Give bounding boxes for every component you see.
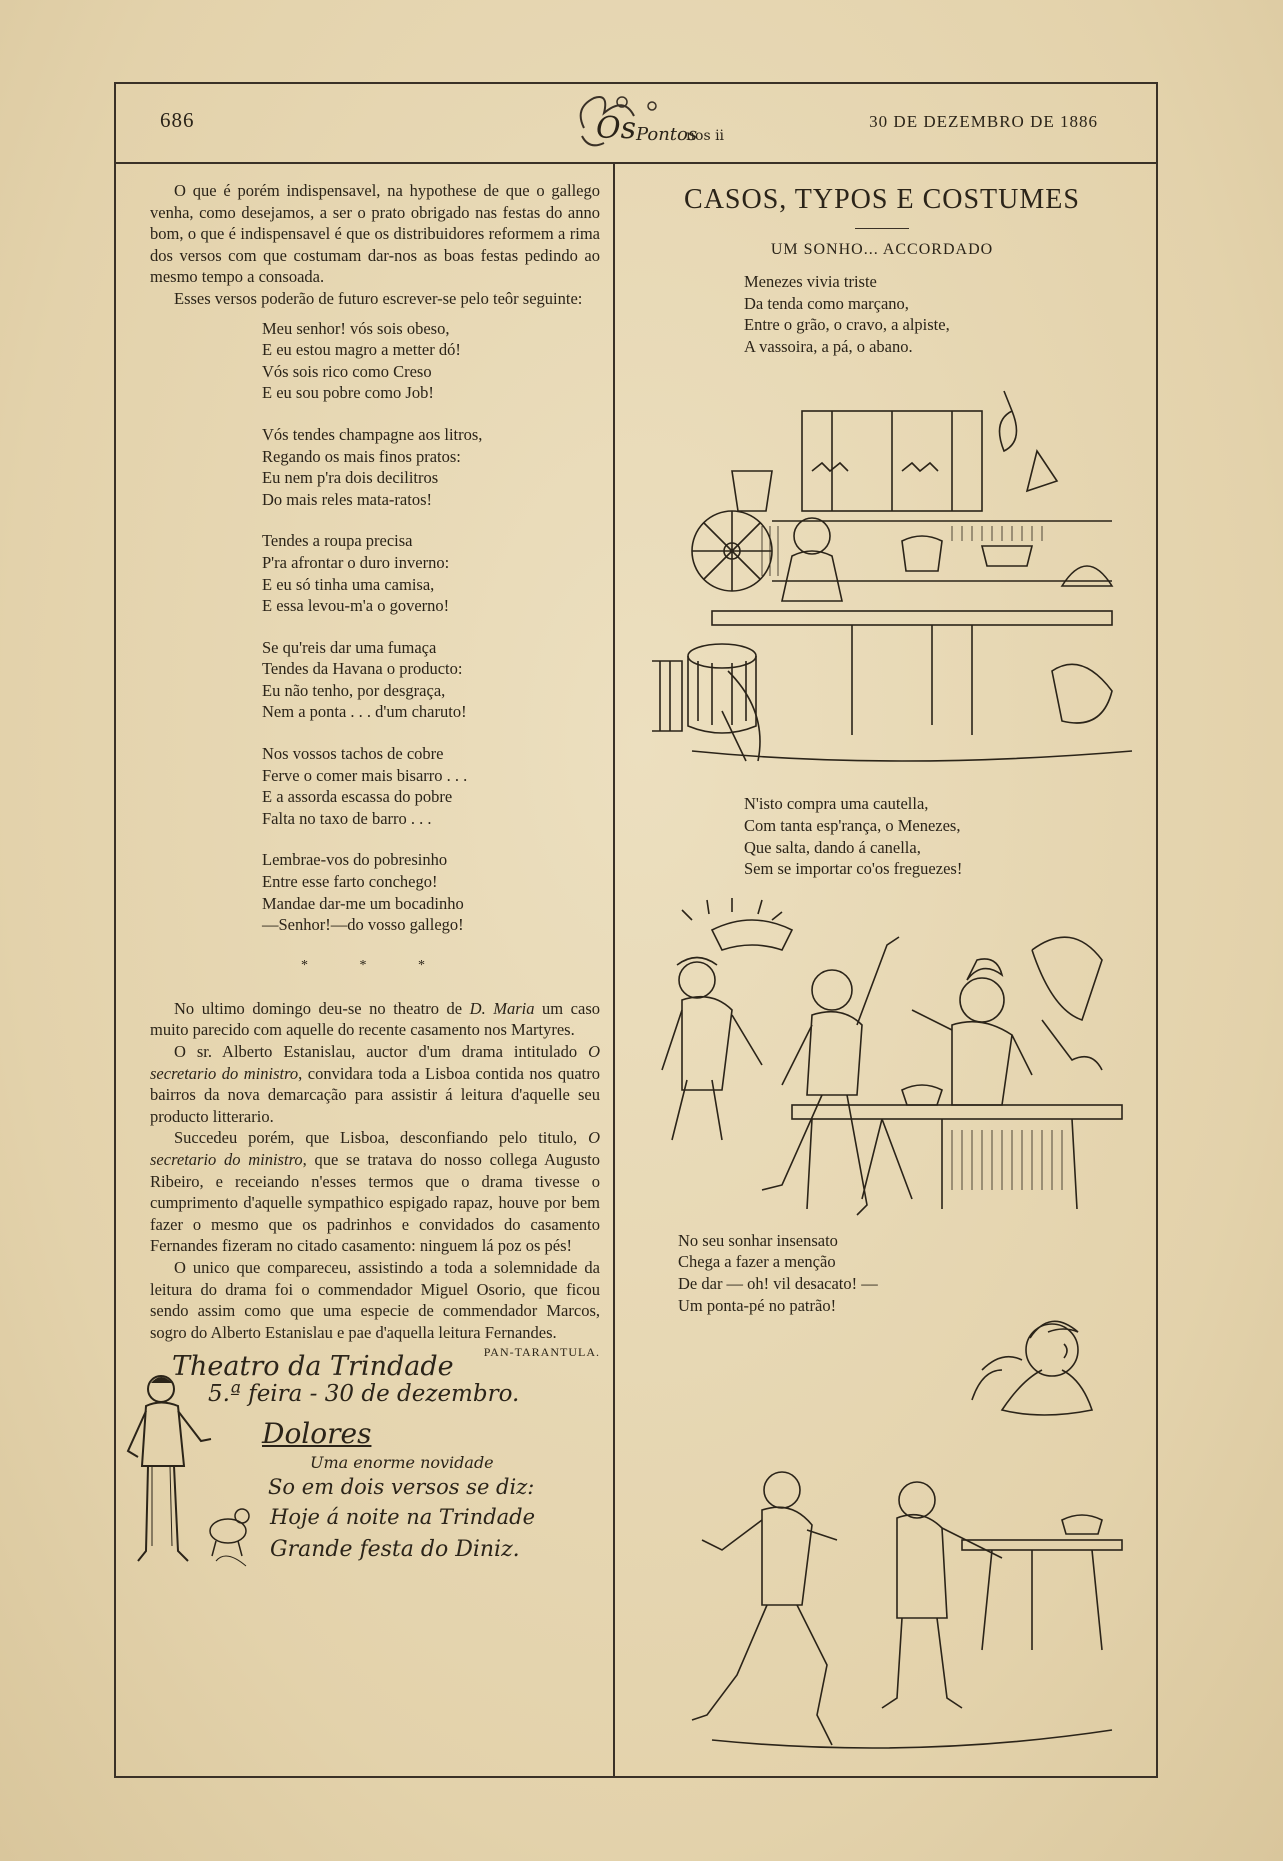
poem-stanza	[262, 637, 600, 723]
verse-line: Um ponta-pé no patrão!	[678, 1295, 837, 1315]
verse-line: Com tanta esp'rança, o Menezes,	[744, 815, 961, 835]
svg-text:Os: Os	[596, 111, 636, 146]
poem-line: E eu só tinha uma camisa,	[262, 574, 435, 594]
verse-line: N'isto compra uma cautella,	[744, 794, 929, 814]
page-header	[114, 82, 1158, 164]
handwritten-line: Uma enorme novidade	[310, 1453, 494, 1473]
poem-line: Lembrae-vos do pobresinho	[262, 850, 448, 870]
verse-stanza	[744, 271, 1132, 357]
poem-stanza	[262, 424, 600, 510]
page-number: 686	[160, 108, 195, 132]
verse-line: Menezes vivia triste	[744, 272, 877, 291]
article-paragraph: Succedeu porém, que Lisboa, desconfiando pelo titulo, O secretario do ministro, que se tratava do nosso collega Augusto Ribeiro, e receiando n'esses termos que o drama tivesse o cumprimento d'aquelle sympathico espigado rapaz, houve por bem fazer o mesmo que os padrinhos e convidados do casamento Fernandes fizeram no citado casamento: ninguem lá poz os pés!	[150, 1128, 600, 1256]
verse-line: Chega a fazer a menção	[678, 1252, 836, 1272]
poem-line: —Senhor!—do vosso gallego!	[262, 915, 464, 935]
intro-paragraph: Esses versos poderão de futuro escrever-se pelo teôr seguinte:	[174, 288, 583, 308]
verse-line: No seu sonhar insensato	[678, 1230, 838, 1250]
poem-line: E eu estou magro a metter dó!	[262, 340, 461, 360]
verse-line: De dar — oh! vil desacato! —	[678, 1273, 878, 1293]
handwritten-line: Theatro da Trindade	[172, 1351, 454, 1383]
article-paragraph: O unico que compareceu, assistindo a toda a solemnidade da leitura do drama foi o commendador Miguel Osorio, que ficou sendo assim como que uma especie de commendador Marcos, sogro do Alberto Estanislau e pae d'aquella leitura Fernandes.	[150, 1257, 600, 1342]
poem-line: Se qu'reis dar uma fumaça	[262, 637, 437, 657]
poem-line: E essa levou-m'a o governo!	[262, 596, 450, 616]
intro-paragraph: O que é porém indispensavel, na hypothese de que o gallego venha, como desejamos, a ser o prato obrigado nas festas do anno bom, o que é indispensavel é que os distribuidores reformem a rima dos versos com que costumam dar-nos as boas festas pedindo ao mesmo tempo a consoada.	[150, 181, 600, 287]
handwritten-line: So em dois versos se diz:	[268, 1475, 535, 1500]
kick-illustration	[692, 1460, 1132, 1760]
poem-line: Falta no taxo de barro . . .	[262, 808, 432, 828]
handwritten-line: Dolores	[262, 1417, 372, 1451]
poem-line: Nos vossos tachos de cobre	[262, 744, 444, 764]
poem-line: E a assorda escassa do pobre	[262, 787, 453, 807]
poem-line: Nem a ponta . . . d'um charuto!	[262, 702, 467, 722]
section-title: CASOS, TYPOS E COSTUMES	[684, 184, 1080, 215]
poem-line: Tendes da Havana o producto:	[262, 659, 463, 679]
verse-line: Entre o grão, o cravo, a alpiste,	[744, 315, 950, 335]
poem-stanza	[262, 318, 600, 404]
left-column	[150, 180, 600, 1591]
menezes-jumping-illustration	[652, 890, 1132, 1220]
author-signature: PAN-TARANTULA.	[483, 1345, 600, 1360]
poem-line: Vós tendes champagne aos litros,	[262, 424, 483, 444]
verse-stanza	[678, 1230, 1132, 1316]
section-separator: * * *	[301, 957, 449, 973]
poem-line: Entre esse farto conchego!	[262, 872, 438, 892]
verse-line: Sem se importar co'os freguezes!	[744, 859, 963, 879]
poem-line: Mandae dar-me um bocadinho	[262, 893, 464, 913]
shop-counter-illustration	[652, 371, 1132, 781]
poem-line: Vós sois rico como Creso	[262, 361, 432, 381]
title-rule	[855, 228, 909, 229]
article-paragraph: No ultimo domingo deu-se no theatro de D. Maria um caso muito parecido com aquelle do recente casamento nos Martyres.	[150, 998, 601, 1040]
poem-stanza	[262, 743, 600, 829]
poem-line: Regando os mais finos pratos:	[262, 446, 461, 466]
dreaming-head-illustration	[972, 1310, 1112, 1430]
poem-line: Meu senhor! vós sois obeso,	[262, 318, 450, 338]
poem-line: Eu nem p'ra dois decilitros	[262, 468, 439, 488]
verse-line: Que salta, dando á canella,	[744, 837, 921, 857]
right-column	[632, 180, 1132, 1316]
verse-line: A vassoira, a pá, o abano.	[744, 336, 913, 356]
issue-date: 30 DE DEZEMBRO DE 1886	[869, 112, 1098, 131]
article-paragraph: O sr. Alberto Estanislau, auctor d'um drama intitulado O secretario do ministro, convidara toda a Lisboa contida nos quatro bairros da nova demarcação para assistir á leitura d'aquelle seu producto litterario.	[150, 1042, 600, 1126]
handwritten-line: 5.ª feira - 30 de dezembro.	[208, 1381, 520, 1408]
verse-stanza	[744, 793, 1132, 879]
gallego-poem	[262, 318, 600, 936]
poem-stanza	[262, 849, 600, 935]
poem-line: P'ra afrontar o duro inverno:	[262, 552, 450, 572]
svg-text:nos ii: nos ii	[686, 128, 725, 144]
svg-text:Pontos: Pontos	[636, 124, 698, 145]
poem-line: Ferve o comer mais bisarro . . .	[262, 765, 468, 785]
poem-line: Do mais reles mata-ratos!	[262, 489, 432, 509]
poem-line: Eu não tenho, por desgraça,	[262, 680, 446, 700]
poem-line: E eu sou pobre como Job!	[262, 383, 434, 403]
masthead-logo	[564, 88, 725, 158]
verse-line: Da tenda como marçano,	[744, 293, 909, 313]
handwritten-line: Grande festa do Diniz.	[270, 1537, 520, 1563]
poem-stanza	[262, 530, 600, 616]
column-divider	[613, 164, 615, 1776]
section-subtitle: UM SONHO... ACCORDADO	[770, 241, 994, 258]
handwritten-line: Hoje á noite na Trindade	[270, 1505, 536, 1530]
poem-line: Tendes a roupa precisa	[262, 531, 413, 551]
